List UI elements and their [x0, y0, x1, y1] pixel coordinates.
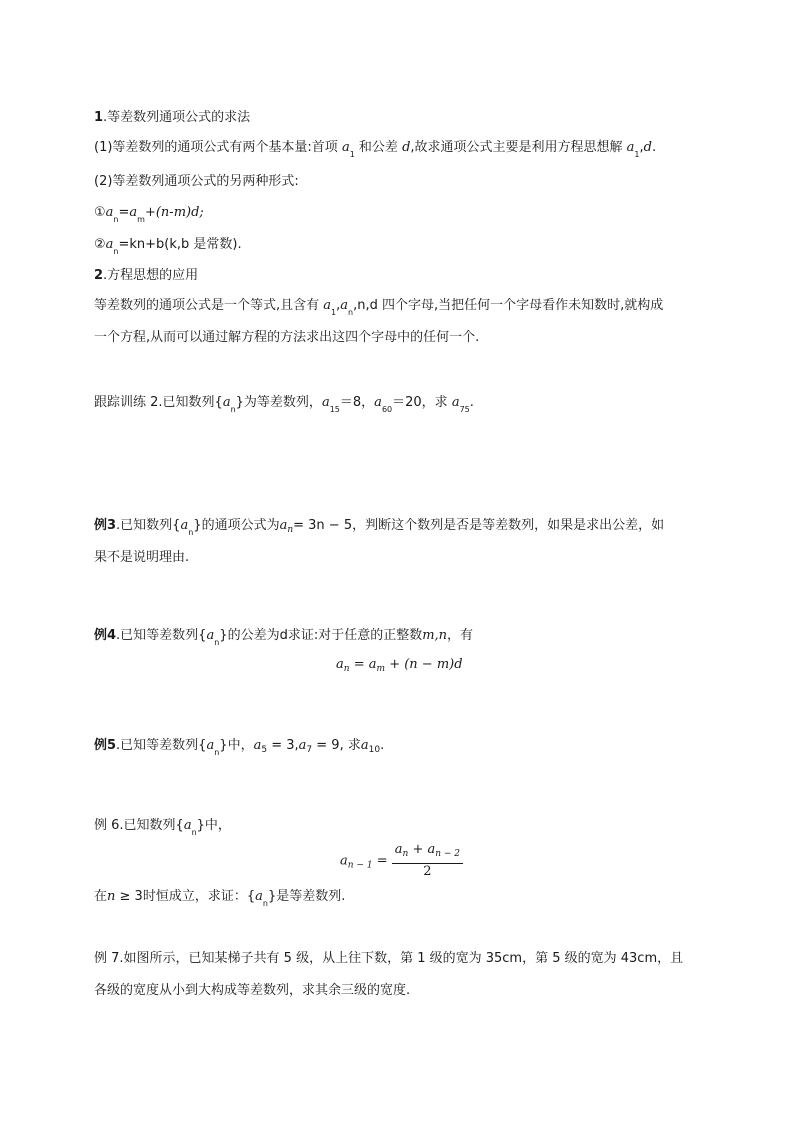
example-6-line-1: 例 6.已知数列$\{a_n\}$中，: [94, 818, 231, 837]
example-6-equation: $a_{n - 1}$ = $\frac{a_n + a_{n - 2}}{2}$: [340, 842, 463, 880]
example-4-equation: $a_n = a_m + (n - m)d$: [336, 657, 463, 674]
section-1-paragraph-2: (2)等差数列通项公式的另两种形式:: [94, 174, 299, 189]
example-5: 例5.已知等差数列$\{a_n\}$中，$a_5 = 3,a_7 = 9$, 求$a_{10}$.: [94, 738, 385, 757]
fraction: $\frac{a_n + a_{n - 2}}{2}$: [392, 842, 463, 880]
example-3-line-2: 果不是说明理由.: [94, 550, 190, 565]
example-6-condition: 在n ≥ 3时恒成立，求证：$\{a_n\}$是等差数列.: [94, 889, 346, 908]
section-1-paragraph-1: (1)等差数列的通项公式有两个基本量:首项 $a_1$ 和公差 d,故求通项公式主要是利用方程思想解 $a_1,d$.: [94, 140, 657, 159]
example-4-line-1: 例4.已知等差数列$\{a_n\}$的公差为d求证:对于任意的正整数m,n，有: [94, 628, 474, 647]
example-7-line-1: 例 7.如图所示，已知某梯子共有 5 级，从上往下数，第 1 级的宽为 35cm，第 5 级的宽为 43cm，且: [94, 951, 684, 966]
formula-form-1: $①a_n=a_m+(n-m)d$;: [94, 205, 204, 224]
example-3-line-1: 例3.已知数列$\{a_n\}$的通项公式为$a_n= 3n - 5$，判断这个数列是否是等差数列，如果是求出公差，如: [94, 518, 665, 537]
example-7-line-2: 各级的宽度从小到大构成等差数列，求其余三级的宽度.: [94, 983, 411, 998]
section-2-paragraph-1: 等差数列的通项公式是一个等式,且含有 $a_1,a_n,n,d$ 四个字母,当把任何一个字母看作未知数时,就构成: [94, 298, 664, 317]
section-1-heading: 1.等差数列通项公式的求法: [94, 110, 251, 125]
trace-exercise-2: 跟踪训练 2.已知数列$\{a_n\}$为等差数列，$a_{15}=8$，$a_{60}=20$，求 $a_{75}$.: [94, 395, 474, 414]
formula-form-2: $②a_n=kn+b(k,b$ 是常数).: [94, 237, 242, 256]
section-2-paragraph-2: 一个方程,从而可以通过解方程的方法求出这四个字母中的任何一个.: [94, 330, 480, 345]
section-2-heading: 2.方程思想的应用: [94, 268, 199, 283]
